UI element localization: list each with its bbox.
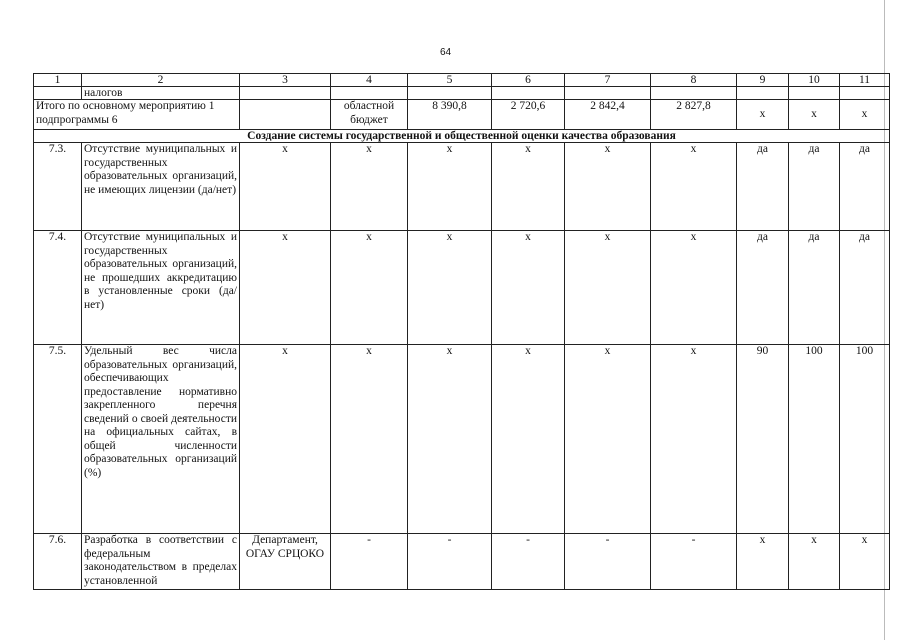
- cell-col-11: да: [840, 143, 890, 231]
- total-value-10: х: [789, 100, 840, 130]
- cell-col-6: х: [492, 143, 565, 231]
- row-description: Разработка в соответствии с федеральным законодательством в пределах установленной: [82, 534, 240, 590]
- row-description: Удельный вес числа образовательных организаций, обеспечивающих предоставление нормативно закрепленного перечня сведений о своей деятельности на официальных сайтах, в общей численности образовательных организаций (%): [82, 345, 240, 534]
- cell-col-5: х: [408, 143, 492, 231]
- cell-col-9: 90: [737, 345, 789, 534]
- cell-col-8: -: [651, 534, 737, 590]
- row-description: Отсутствие муниципальных и государственных образовательных организаций, не имеющих лицензии (да/нет): [82, 143, 240, 231]
- col-header-5: 5: [408, 74, 492, 87]
- cell-col-4: х: [331, 345, 408, 534]
- cell-col-11: да: [840, 231, 890, 345]
- row-number: 7.6.: [34, 534, 82, 590]
- total-value-8: 2 827,8: [651, 100, 737, 130]
- cell-col-11: х: [840, 534, 890, 590]
- total-row: [34, 100, 890, 130]
- cell-col-6: -: [492, 534, 565, 590]
- total-value-6: 2 720,6: [492, 100, 565, 130]
- total-value-5: 8 390,8: [408, 100, 492, 130]
- cell-col-9: да: [737, 143, 789, 231]
- col-header-6: 6: [492, 74, 565, 87]
- cell-col-5: -: [408, 534, 492, 590]
- col-header-3: 3: [240, 74, 331, 87]
- cell-col-6: х: [492, 231, 565, 345]
- row-number: 7.5.: [34, 345, 82, 534]
- cell-col-9: х: [737, 534, 789, 590]
- program-table: [33, 73, 890, 590]
- cell-col-5: х: [408, 345, 492, 534]
- row-number: 7.3.: [34, 143, 82, 231]
- cell-col-8: х: [651, 345, 737, 534]
- col-header-8: 8: [651, 74, 737, 87]
- cell-col-6: х: [492, 345, 565, 534]
- table-row: [34, 345, 890, 534]
- cell-col-7: х: [565, 143, 651, 231]
- row-number: 7.4.: [34, 231, 82, 345]
- cell-col-10: 100: [789, 345, 840, 534]
- cell-col-9: да: [737, 231, 789, 345]
- cell-col-4: х: [331, 143, 408, 231]
- cell-col-3: х: [240, 231, 331, 345]
- table-row: [34, 534, 890, 590]
- cell-col-4: х: [331, 231, 408, 345]
- col-header-11: 11: [840, 74, 890, 87]
- table-row: [34, 143, 890, 231]
- col-header-9: 9: [737, 74, 789, 87]
- col-header-1: 1: [34, 74, 82, 87]
- col-header-7: 7: [565, 74, 651, 87]
- cell-col-3: Департамент, ОГАУ СРЦОКО: [240, 534, 331, 590]
- cell-col-3: х: [240, 143, 331, 231]
- cell-col-7: -: [565, 534, 651, 590]
- continued-row: [34, 87, 890, 100]
- col-header-4: 4: [331, 74, 408, 87]
- total-label: Итого по основному мероприятию 1 подпрограммы 6: [34, 100, 240, 130]
- cell-col-11: 100: [840, 345, 890, 534]
- cell-col-3: х: [240, 345, 331, 534]
- table-row: [34, 231, 890, 345]
- cell-col-4: -: [331, 534, 408, 590]
- total-value-9: х: [737, 100, 789, 130]
- row-description: Отсутствие муниципальных и государственных образовательных организаций, не прошедших аккредитацию в установленные сроки (да/нет): [82, 231, 240, 345]
- total-source: областной бюджет: [331, 100, 408, 130]
- column-number-row: [34, 74, 890, 87]
- section-row: [34, 130, 890, 143]
- col-header-2: 2: [82, 74, 240, 87]
- col-header-10: 10: [789, 74, 840, 87]
- total-value-11: х: [840, 100, 890, 130]
- cell-col-8: х: [651, 231, 737, 345]
- cell-col-10: да: [789, 143, 840, 231]
- page-number: 64: [440, 47, 452, 58]
- cell-col-5: х: [408, 231, 492, 345]
- cell-col-10: да: [789, 231, 840, 345]
- section-title: Создание системы государственной и общественной оценки качества образования: [34, 130, 890, 143]
- cell-col-7: х: [565, 345, 651, 534]
- total-value-7: 2 842,4: [565, 100, 651, 130]
- continued-text: налогов: [82, 87, 240, 100]
- cell-col-10: х: [789, 534, 840, 590]
- cell-col-7: х: [565, 231, 651, 345]
- cell-col-8: х: [651, 143, 737, 231]
